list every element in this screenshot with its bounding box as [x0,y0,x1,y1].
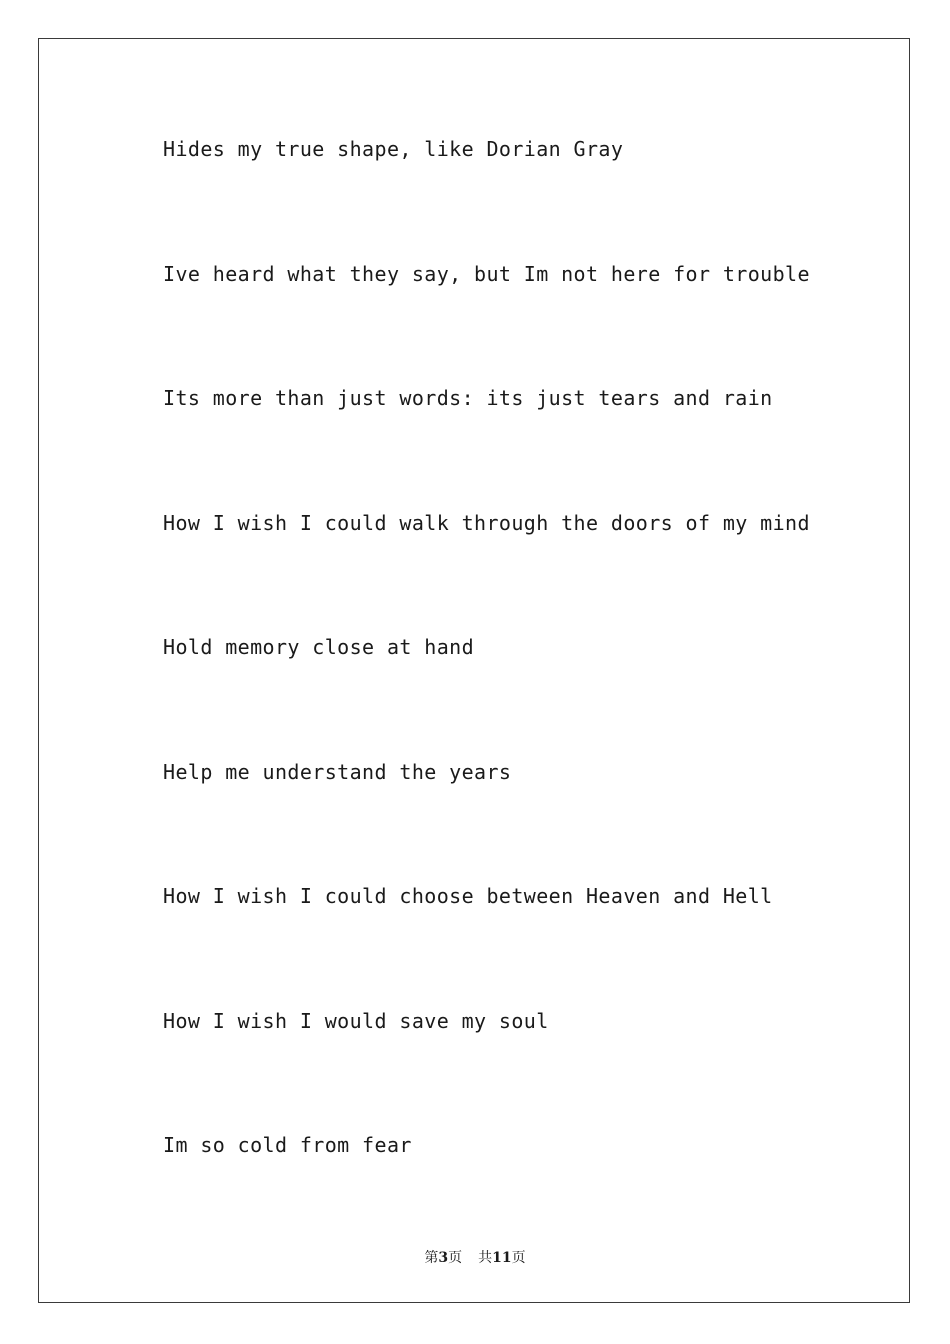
lyric-line: How I wish I would save my soul [163,1008,549,1033]
page-number: 3 [438,1250,449,1266]
page-prefix: 第 [424,1250,439,1266]
lyric-line: How I wish I could walk through the doors of my mind [163,510,810,535]
lyric-line: How I wish I could choose between Heaven and Hell [163,884,773,908]
page-suffix: 页 [448,1250,463,1266]
total-pages: 11 [492,1250,512,1266]
page-footer [0,1247,950,1267]
lyric-line: Help me understand the years [163,759,512,784]
total-suffix: 页 [511,1250,526,1266]
lyric-line: Hold memory close at hand [163,635,475,659]
lyrics-block [163,133,810,1254]
lyric-line: Im so cold from fear [163,1133,412,1157]
lyric-line: Its more than just words: its just tears and rain [163,386,773,410]
total-prefix: 共 [478,1250,493,1266]
lyric-line: Ive heard what they say, but Im not here for trouble [163,261,810,286]
lyric-line: Hides my true shape, like Dorian Gray [163,137,624,161]
